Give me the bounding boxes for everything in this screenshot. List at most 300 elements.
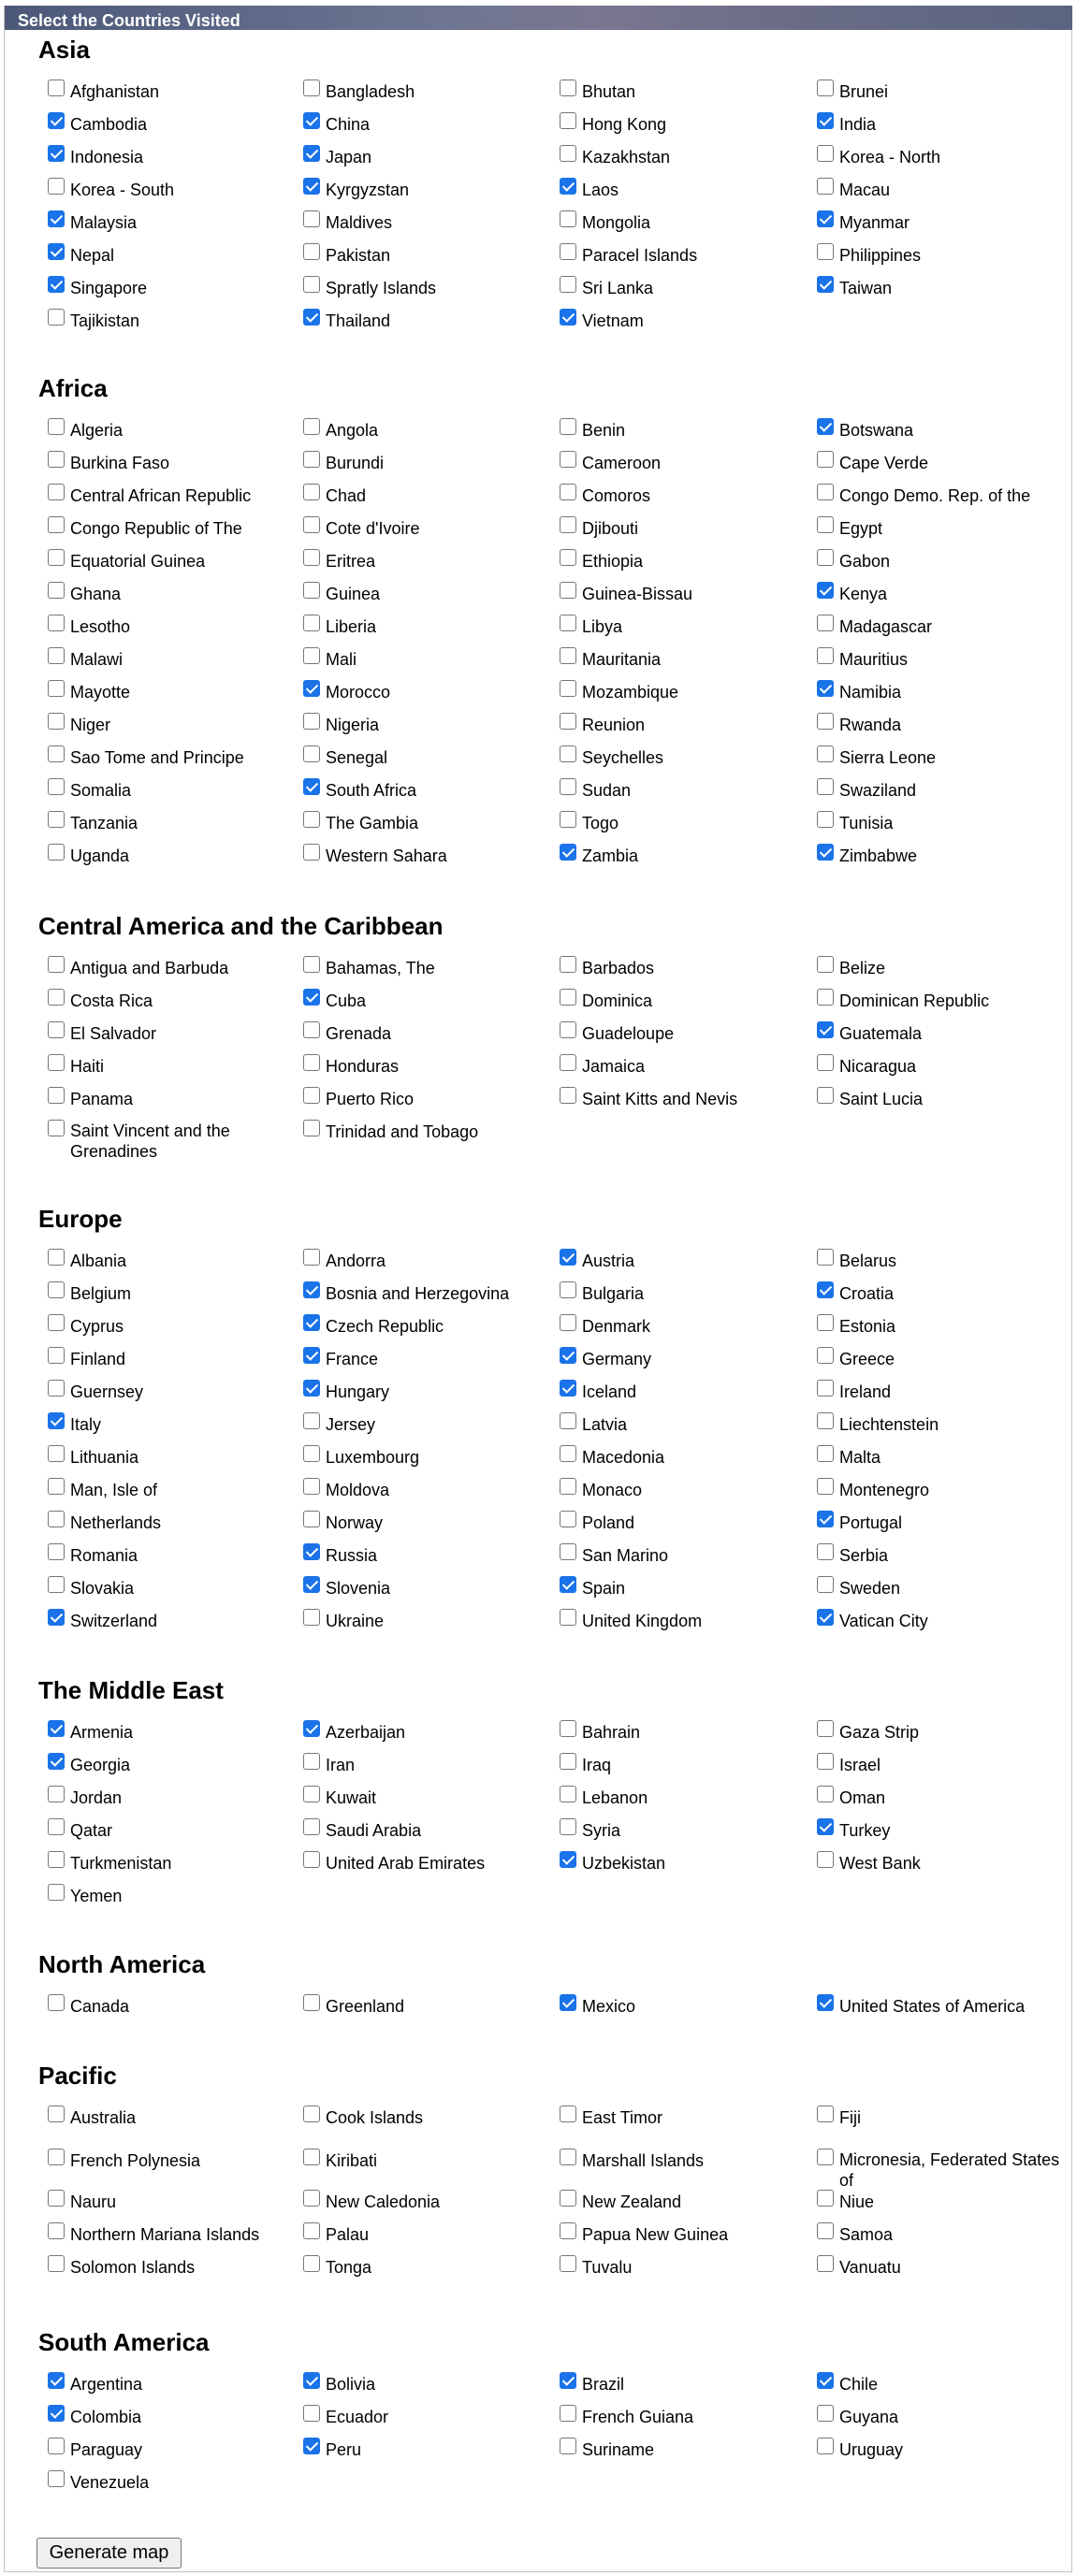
- checkbox[interactable]: [303, 112, 320, 129]
- country-option[interactable]: [817, 419, 1070, 441]
- checkbox[interactable]: [48, 145, 65, 162]
- checkbox[interactable]: [303, 1994, 320, 2011]
- country-option[interactable]: [48, 583, 300, 605]
- checkbox[interactable]: [817, 1380, 834, 1397]
- country-option[interactable]: [560, 615, 812, 638]
- country-option[interactable]: [817, 615, 1070, 638]
- country-option[interactable]: [560, 779, 812, 802]
- country-option[interactable]: [48, 550, 300, 572]
- checkbox[interactable]: [817, 1281, 834, 1298]
- country-option[interactable]: [303, 1446, 556, 1469]
- checkbox[interactable]: [303, 243, 320, 260]
- checkbox[interactable]: [303, 418, 320, 435]
- checkbox[interactable]: [817, 1753, 834, 1770]
- checkbox[interactable]: [48, 112, 65, 129]
- checkbox[interactable]: [817, 80, 834, 96]
- checkbox[interactable]: [817, 178, 834, 195]
- checkbox[interactable]: [560, 451, 576, 468]
- checkbox[interactable]: [303, 956, 320, 973]
- country-option[interactable]: [48, 179, 300, 201]
- country-option[interactable]: [303, 2439, 556, 2461]
- checkbox[interactable]: [303, 484, 320, 500]
- checkbox[interactable]: [48, 1347, 65, 1364]
- country-option[interactable]: [560, 146, 812, 168]
- country-option[interactable]: [303, 485, 556, 507]
- country-option[interactable]: [560, 1022, 812, 1045]
- checkbox[interactable]: [560, 516, 576, 533]
- country-option[interactable]: [48, 2223, 300, 2246]
- country-option[interactable]: [560, 1088, 812, 1110]
- checkbox[interactable]: [560, 112, 576, 129]
- checkbox[interactable]: [303, 2405, 320, 2422]
- country-option[interactable]: [48, 1787, 300, 1809]
- country-option[interactable]: [303, 2373, 556, 2395]
- checkbox[interactable]: [560, 2190, 576, 2207]
- checkbox[interactable]: [817, 713, 834, 730]
- checkbox[interactable]: [817, 1087, 834, 1104]
- checkbox[interactable]: [817, 2438, 834, 2454]
- checkbox[interactable]: [303, 1314, 320, 1331]
- checkbox[interactable]: [817, 647, 834, 664]
- checkbox[interactable]: [303, 2255, 320, 2272]
- checkbox[interactable]: [560, 243, 576, 260]
- country-option[interactable]: [303, 1479, 556, 1501]
- country-option[interactable]: [303, 990, 556, 1012]
- checkbox[interactable]: [303, 811, 320, 828]
- checkbox[interactable]: [560, 713, 576, 730]
- country-option[interactable]: [817, 714, 1070, 736]
- country-option[interactable]: [817, 2373, 1070, 2395]
- checkbox[interactable]: [48, 1249, 65, 1266]
- country-option[interactable]: [48, 1348, 300, 1370]
- checkbox[interactable]: [303, 647, 320, 664]
- checkbox[interactable]: [48, 210, 65, 227]
- checkbox[interactable]: [817, 484, 834, 500]
- checkbox[interactable]: [560, 1314, 576, 1331]
- checkbox[interactable]: [560, 1609, 576, 1626]
- checkbox[interactable]: [817, 615, 834, 631]
- checkbox[interactable]: [48, 1511, 65, 1527]
- country-option[interactable]: [817, 277, 1070, 299]
- country-option[interactable]: [48, 1885, 300, 1907]
- country-option[interactable]: [817, 845, 1070, 867]
- checkbox[interactable]: [560, 745, 576, 762]
- checkbox[interactable]: [303, 309, 320, 326]
- country-option[interactable]: [48, 2406, 300, 2428]
- checkbox[interactable]: [817, 844, 834, 861]
- country-option[interactable]: [303, 2106, 556, 2129]
- checkbox[interactable]: [817, 210, 834, 227]
- checkbox[interactable]: [303, 1720, 320, 1737]
- country-option[interactable]: [48, 779, 300, 802]
- checkbox[interactable]: [48, 2106, 65, 2122]
- country-option[interactable]: [560, 2106, 812, 2129]
- checkbox[interactable]: [303, 1281, 320, 1298]
- checkbox[interactable]: [560, 582, 576, 599]
- country-option[interactable]: [303, 648, 556, 671]
- country-option[interactable]: [560, 244, 812, 267]
- checkbox[interactable]: [817, 1720, 834, 1737]
- checkbox[interactable]: [48, 1576, 65, 1593]
- checkbox[interactable]: [48, 647, 65, 664]
- country-option[interactable]: [48, 2149, 300, 2172]
- country-option[interactable]: [48, 615, 300, 638]
- checkbox[interactable]: [817, 778, 834, 795]
- country-option[interactable]: [48, 1381, 300, 1403]
- checkbox[interactable]: [303, 1543, 320, 1560]
- checkbox[interactable]: [48, 1720, 65, 1737]
- country-option[interactable]: [303, 1413, 556, 1436]
- checkbox[interactable]: [817, 418, 834, 435]
- country-option[interactable]: [303, 1577, 556, 1599]
- country-option[interactable]: [560, 419, 812, 441]
- checkbox[interactable]: [48, 1380, 65, 1397]
- country-option[interactable]: [817, 211, 1070, 234]
- country-option[interactable]: [817, 1721, 1070, 1744]
- country-option[interactable]: [48, 80, 300, 103]
- checkbox[interactable]: [560, 1511, 576, 1527]
- country-option[interactable]: [817, 1512, 1070, 1534]
- checkbox[interactable]: [560, 2106, 576, 2122]
- country-option[interactable]: [817, 1995, 1070, 2018]
- checkbox[interactable]: [303, 1753, 320, 1770]
- checkbox[interactable]: [817, 1818, 834, 1835]
- country-option[interactable]: [560, 113, 812, 136]
- checkbox[interactable]: [48, 1753, 65, 1770]
- country-option[interactable]: [560, 1446, 812, 1469]
- country-option[interactable]: [48, 1544, 300, 1567]
- country-option[interactable]: [560, 1512, 812, 1534]
- checkbox[interactable]: [48, 2222, 65, 2239]
- checkbox[interactable]: [560, 1786, 576, 1802]
- checkbox[interactable]: [560, 1054, 576, 1071]
- country-option[interactable]: [303, 681, 556, 703]
- checkbox[interactable]: [817, 2190, 834, 2207]
- checkbox[interactable]: [560, 276, 576, 293]
- checkbox[interactable]: [303, 1054, 320, 1071]
- country-option[interactable]: [560, 1852, 812, 1874]
- country-option[interactable]: [48, 714, 300, 736]
- checkbox[interactable]: [817, 243, 834, 260]
- country-option[interactable]: [303, 1819, 556, 1842]
- country-option[interactable]: [817, 1787, 1070, 1809]
- checkbox[interactable]: [48, 2255, 65, 2272]
- country-option[interactable]: [560, 714, 812, 736]
- checkbox[interactable]: [303, 1851, 320, 1868]
- checkbox[interactable]: [817, 582, 834, 599]
- checkbox[interactable]: [560, 2372, 576, 2389]
- checkbox[interactable]: [303, 549, 320, 566]
- country-option[interactable]: [303, 277, 556, 299]
- country-option[interactable]: [817, 517, 1070, 540]
- checkbox[interactable]: [303, 778, 320, 795]
- checkbox[interactable]: [303, 1021, 320, 1038]
- country-option[interactable]: [817, 2439, 1070, 2461]
- country-option[interactable]: [817, 146, 1070, 168]
- country-option[interactable]: [48, 1121, 300, 1162]
- country-option[interactable]: [817, 1544, 1070, 1567]
- country-option[interactable]: [560, 1577, 812, 1599]
- checkbox[interactable]: [48, 276, 65, 293]
- checkbox[interactable]: [48, 1786, 65, 1802]
- checkbox[interactable]: [303, 2438, 320, 2454]
- country-option[interactable]: [48, 1282, 300, 1305]
- checkbox[interactable]: [560, 1380, 576, 1397]
- country-option[interactable]: [817, 1610, 1070, 1632]
- country-option[interactable]: [560, 648, 812, 671]
- country-option[interactable]: [303, 1787, 556, 1809]
- checkbox[interactable]: [303, 680, 320, 697]
- checkbox[interactable]: [48, 1609, 65, 1626]
- checkbox[interactable]: [303, 1786, 320, 1802]
- checkbox[interactable]: [560, 1818, 576, 1835]
- checkbox[interactable]: [560, 989, 576, 1006]
- checkbox[interactable]: [303, 745, 320, 762]
- checkbox[interactable]: [817, 1851, 834, 1868]
- checkbox[interactable]: [303, 1818, 320, 1835]
- checkbox[interactable]: [303, 1249, 320, 1266]
- country-option[interactable]: [560, 1787, 812, 1809]
- checkbox[interactable]: [560, 2438, 576, 2454]
- checkbox[interactable]: [817, 451, 834, 468]
- checkbox[interactable]: [560, 484, 576, 500]
- country-option[interactable]: [817, 452, 1070, 474]
- country-option[interactable]: [303, 1282, 556, 1305]
- checkbox[interactable]: [817, 112, 834, 129]
- country-option[interactable]: [303, 2191, 556, 2213]
- country-option[interactable]: [303, 146, 556, 168]
- checkbox[interactable]: [48, 243, 65, 260]
- checkbox[interactable]: [560, 1412, 576, 1429]
- country-option[interactable]: [48, 1754, 300, 1776]
- checkbox[interactable]: [560, 615, 576, 631]
- country-option[interactable]: [817, 990, 1070, 1012]
- country-option[interactable]: [303, 746, 556, 769]
- country-option[interactable]: [560, 1413, 812, 1436]
- country-option[interactable]: [817, 1413, 1070, 1436]
- country-option[interactable]: [817, 2191, 1070, 2213]
- country-option[interactable]: [560, 550, 812, 572]
- generate-map-button[interactable]: Generate map: [36, 2538, 182, 2569]
- country-option[interactable]: [817, 1446, 1070, 1469]
- checkbox[interactable]: [303, 210, 320, 227]
- checkbox[interactable]: [303, 1380, 320, 1397]
- checkbox[interactable]: [560, 778, 576, 795]
- country-option[interactable]: [48, 452, 300, 474]
- checkbox[interactable]: [48, 680, 65, 697]
- country-option[interactable]: [560, 485, 812, 507]
- checkbox[interactable]: [817, 989, 834, 1006]
- country-option[interactable]: [48, 1852, 300, 1874]
- country-option[interactable]: [817, 1381, 1070, 1403]
- country-option[interactable]: [303, 1852, 556, 1874]
- checkbox[interactable]: [560, 1994, 576, 2011]
- checkbox[interactable]: [303, 1087, 320, 1104]
- checkbox[interactable]: [48, 1412, 65, 1429]
- checkbox[interactable]: [560, 2222, 576, 2239]
- country-option[interactable]: [560, 681, 812, 703]
- checkbox[interactable]: [817, 745, 834, 762]
- country-option[interactable]: [817, 2149, 1070, 2191]
- checkbox[interactable]: [48, 778, 65, 795]
- country-option[interactable]: [48, 2106, 300, 2129]
- checkbox[interactable]: [48, 549, 65, 566]
- country-option[interactable]: [303, 615, 556, 638]
- country-option[interactable]: [303, 583, 556, 605]
- checkbox[interactable]: [48, 1314, 65, 1331]
- country-option[interactable]: [303, 1381, 556, 1403]
- country-option[interactable]: [48, 211, 300, 234]
- country-option[interactable]: [303, 1995, 556, 2018]
- checkbox[interactable]: [817, 1511, 834, 1527]
- country-option[interactable]: [560, 845, 812, 867]
- country-option[interactable]: [817, 1479, 1070, 1501]
- checkbox[interactable]: [817, 956, 834, 973]
- checkbox[interactable]: [48, 989, 65, 1006]
- country-option[interactable]: [48, 113, 300, 136]
- checkbox[interactable]: [303, 276, 320, 293]
- checkbox[interactable]: [817, 2405, 834, 2422]
- checkbox[interactable]: [303, 1511, 320, 1527]
- country-option[interactable]: [48, 2439, 300, 2461]
- country-option[interactable]: [303, 244, 556, 267]
- country-option[interactable]: [303, 1754, 556, 1776]
- checkbox[interactable]: [560, 1445, 576, 1462]
- country-option[interactable]: [303, 2256, 556, 2279]
- country-option[interactable]: [560, 277, 812, 299]
- country-option[interactable]: [303, 1088, 556, 1110]
- country-option[interactable]: [303, 1610, 556, 1632]
- country-option[interactable]: [303, 80, 556, 103]
- country-option[interactable]: [48, 957, 300, 979]
- country-option[interactable]: [48, 277, 300, 299]
- checkbox[interactable]: [560, 956, 576, 973]
- country-option[interactable]: [48, 517, 300, 540]
- country-option[interactable]: [817, 1055, 1070, 1078]
- country-option[interactable]: [303, 1721, 556, 1744]
- checkbox[interactable]: [48, 1281, 65, 1298]
- country-option[interactable]: [817, 80, 1070, 103]
- country-option[interactable]: [560, 990, 812, 1012]
- checkbox[interactable]: [48, 615, 65, 631]
- country-option[interactable]: [560, 957, 812, 979]
- country-option[interactable]: [48, 310, 300, 332]
- checkbox[interactable]: [48, 2149, 65, 2165]
- country-option[interactable]: [817, 485, 1070, 507]
- country-option[interactable]: [303, 310, 556, 332]
- checkbox[interactable]: [48, 1543, 65, 1560]
- checkbox[interactable]: [303, 451, 320, 468]
- checkbox[interactable]: [817, 145, 834, 162]
- checkbox[interactable]: [48, 582, 65, 599]
- country-option[interactable]: [48, 1315, 300, 1338]
- country-option[interactable]: [817, 2406, 1070, 2428]
- checkbox[interactable]: [303, 516, 320, 533]
- country-option[interactable]: [303, 2406, 556, 2428]
- checkbox[interactable]: [48, 2190, 65, 2207]
- country-option[interactable]: [48, 1721, 300, 1744]
- country-option[interactable]: [560, 2439, 812, 2461]
- checkbox[interactable]: [48, 80, 65, 96]
- country-option[interactable]: [303, 211, 556, 234]
- country-option[interactable]: [303, 845, 556, 867]
- checkbox[interactable]: [560, 145, 576, 162]
- country-option[interactable]: [817, 1819, 1070, 1842]
- country-option[interactable]: [303, 113, 556, 136]
- country-option[interactable]: [48, 1055, 300, 1078]
- checkbox[interactable]: [817, 1445, 834, 1462]
- checkbox[interactable]: [303, 1412, 320, 1429]
- checkbox[interactable]: [560, 210, 576, 227]
- checkbox[interactable]: [817, 811, 834, 828]
- checkbox[interactable]: [560, 178, 576, 195]
- checkbox[interactable]: [48, 1818, 65, 1835]
- checkbox[interactable]: [303, 2190, 320, 2207]
- checkbox[interactable]: [48, 1120, 65, 1136]
- country-option[interactable]: [560, 1754, 812, 1776]
- checkbox[interactable]: [48, 2470, 65, 2487]
- checkbox[interactable]: [303, 145, 320, 162]
- country-option[interactable]: [48, 812, 300, 834]
- checkbox[interactable]: [303, 1347, 320, 1364]
- checkbox[interactable]: [817, 549, 834, 566]
- country-option[interactable]: [48, 2471, 300, 2494]
- country-option[interactable]: [817, 812, 1070, 834]
- country-option[interactable]: [817, 1282, 1070, 1305]
- checkbox[interactable]: [817, 680, 834, 697]
- checkbox[interactable]: [560, 1576, 576, 1593]
- country-option[interactable]: [817, 1577, 1070, 1599]
- checkbox[interactable]: [817, 1543, 834, 1560]
- country-option[interactable]: [48, 1022, 300, 1045]
- country-option[interactable]: [303, 1250, 556, 1272]
- country-option[interactable]: [817, 681, 1070, 703]
- checkbox[interactable]: [817, 1412, 834, 1429]
- checkbox[interactable]: [560, 2405, 576, 2422]
- checkbox[interactable]: [303, 2149, 320, 2165]
- checkbox[interactable]: [817, 1994, 834, 2011]
- country-option[interactable]: [817, 1754, 1070, 1776]
- country-option[interactable]: [560, 310, 812, 332]
- country-option[interactable]: [48, 485, 300, 507]
- country-option[interactable]: [560, 812, 812, 834]
- country-option[interactable]: [303, 2223, 556, 2246]
- country-option[interactable]: [48, 990, 300, 1012]
- country-option[interactable]: [817, 244, 1070, 267]
- country-option[interactable]: [560, 1381, 812, 1403]
- country-option[interactable]: [817, 2223, 1070, 2246]
- country-option[interactable]: [303, 452, 556, 474]
- checkbox[interactable]: [817, 2255, 834, 2272]
- country-option[interactable]: [560, 1479, 812, 1501]
- country-option[interactable]: [303, 550, 556, 572]
- checkbox[interactable]: [560, 680, 576, 697]
- checkbox[interactable]: [817, 1576, 834, 1593]
- checkbox[interactable]: [817, 276, 834, 293]
- country-option[interactable]: [48, 1250, 300, 1272]
- checkbox[interactable]: [48, 844, 65, 861]
- checkbox[interactable]: [560, 1851, 576, 1868]
- checkbox[interactable]: [560, 647, 576, 664]
- checkbox[interactable]: [303, 1609, 320, 1626]
- checkbox[interactable]: [48, 484, 65, 500]
- country-option[interactable]: [817, 648, 1070, 671]
- country-option[interactable]: [817, 550, 1070, 572]
- country-option[interactable]: [303, 1512, 556, 1534]
- checkbox[interactable]: [48, 418, 65, 435]
- checkbox[interactable]: [817, 2222, 834, 2239]
- checkbox[interactable]: [48, 1478, 65, 1495]
